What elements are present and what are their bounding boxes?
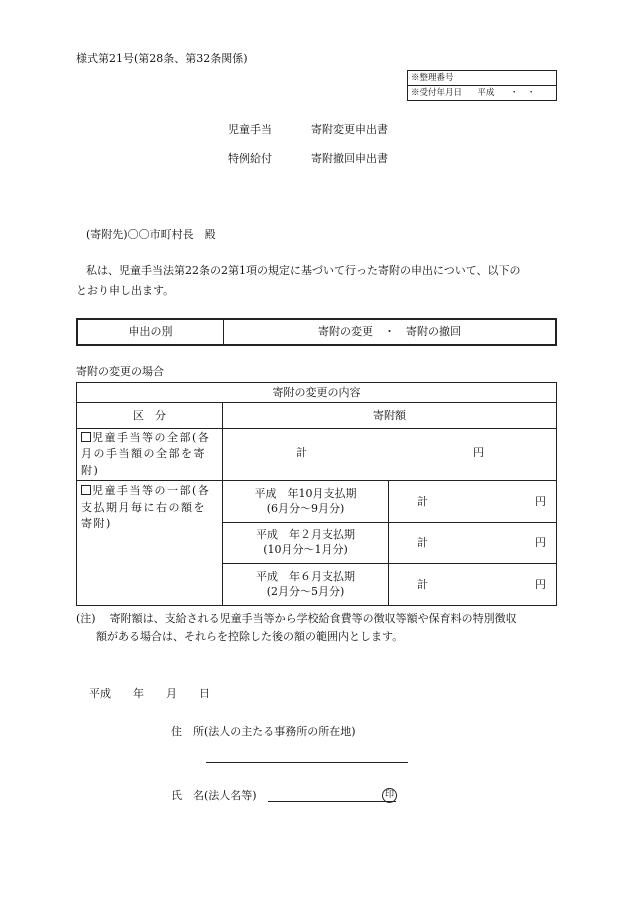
period-3 <box>223 564 389 606</box>
col-amount: 寄附額 <box>223 403 557 429</box>
reg-number-field[interactable] <box>408 71 556 85</box>
col-category: 区 分 <box>77 403 223 429</box>
row-all-yen: 円 <box>473 445 484 459</box>
request-type-label: 申出の別 <box>77 319 224 345</box>
change-table-title: 寄附の変更の内容 <box>77 383 557 403</box>
change-table <box>76 382 557 606</box>
row-all-label[interactable]: 児童手当等の全部(各月の手当額の全部を寄附) <box>77 429 223 481</box>
note-text-2: 額がある場合は、それらを控除した後の額の範囲内とします。 <box>96 629 404 643</box>
period-3-line1: 平成 年６月支払期 <box>256 569 355 583</box>
period-2-total: 計 <box>417 536 428 549</box>
period-1-amount[interactable] <box>389 481 557 523</box>
period-3-total: 計 <box>417 577 428 591</box>
title-child-allowance: 児童手当 <box>228 123 272 136</box>
period-3-amount[interactable] <box>389 564 557 606</box>
form-number: 様式第21号(第28条、第32条関係) <box>76 52 248 65</box>
period-1-total: 計 <box>417 494 428 508</box>
title-special-benefit: 特例給付 <box>228 152 272 165</box>
change-section-heading: 寄附の変更の場合 <box>76 365 164 378</box>
address-line[interactable] <box>206 762 408 763</box>
period-2 <box>223 523 389 564</box>
title-withdrawal-request: 寄附撤回申出書 <box>311 152 388 165</box>
period-2-amount[interactable] <box>389 523 557 564</box>
addressee: (寄附先)〇〇市町村長 殿 <box>86 228 216 241</box>
row-all-amount[interactable] <box>223 429 557 481</box>
period-1-yen: 円 <box>535 494 546 508</box>
intro-line-1: 私は、児童手当法第22条の2第1項の規定に基づいて行った寄附の申出について、以下の <box>86 264 521 277</box>
period-2-line1: 平成 年２月支払期 <box>256 528 355 542</box>
checkbox-all[interactable] <box>81 432 91 442</box>
period-3-yen: 円 <box>535 577 546 591</box>
period-2-line2: (10月分〜1月分) <box>263 543 348 556</box>
period-2-yen: 円 <box>535 536 546 549</box>
title-change-request: 寄附変更申出書 <box>311 123 388 136</box>
period-1-line1: 平成 年10月支払期 <box>254 486 357 500</box>
intro-line-2: とおり申し出ます。 <box>76 284 175 297</box>
footer-date[interactable]: 平成 年 月 日 <box>89 687 210 700</box>
received-era: 平成 <box>477 88 495 98</box>
note <box>76 610 556 645</box>
address-label: 住 所(法人の主たる事務所の所在地) <box>171 725 356 738</box>
note-prefix: (注) <box>76 612 96 625</box>
note-text-1: 寄附額は、支給される児童手当等から学校給食費等の徴収等額や保育料の特別徴収 <box>109 612 517 625</box>
seal-mark <box>382 786 397 803</box>
period-1-line2: (6月分〜9月分) <box>266 501 345 515</box>
received-date-field[interactable] <box>408 85 556 100</box>
received-date-dots: ・ ・ <box>509 88 536 98</box>
period-3-line2: (2月分〜5月分) <box>266 584 345 598</box>
row-part-label[interactable]: 児童手当等の一部(各支払期月毎に右の額を寄附) <box>77 481 223 606</box>
row-all-total: 計 <box>296 445 307 459</box>
request-type-table <box>76 318 557 346</box>
title-line-2 <box>228 151 388 167</box>
title-line-1 <box>228 122 388 138</box>
name-line[interactable] <box>268 801 396 802</box>
name-label: 氏 名(法人名等) <box>171 789 257 802</box>
received-date-label: ※受付年月日 <box>411 88 463 98</box>
checkbox-part[interactable] <box>81 485 91 495</box>
reg-number-label: ※整理番号 <box>411 73 454 83</box>
seal-icon: 印 <box>382 788 397 803</box>
period-1 <box>223 481 389 523</box>
registration-box <box>407 70 557 101</box>
request-type-options[interactable]: 寄附の変更 ・ 寄附の撤回 <box>224 319 557 345</box>
